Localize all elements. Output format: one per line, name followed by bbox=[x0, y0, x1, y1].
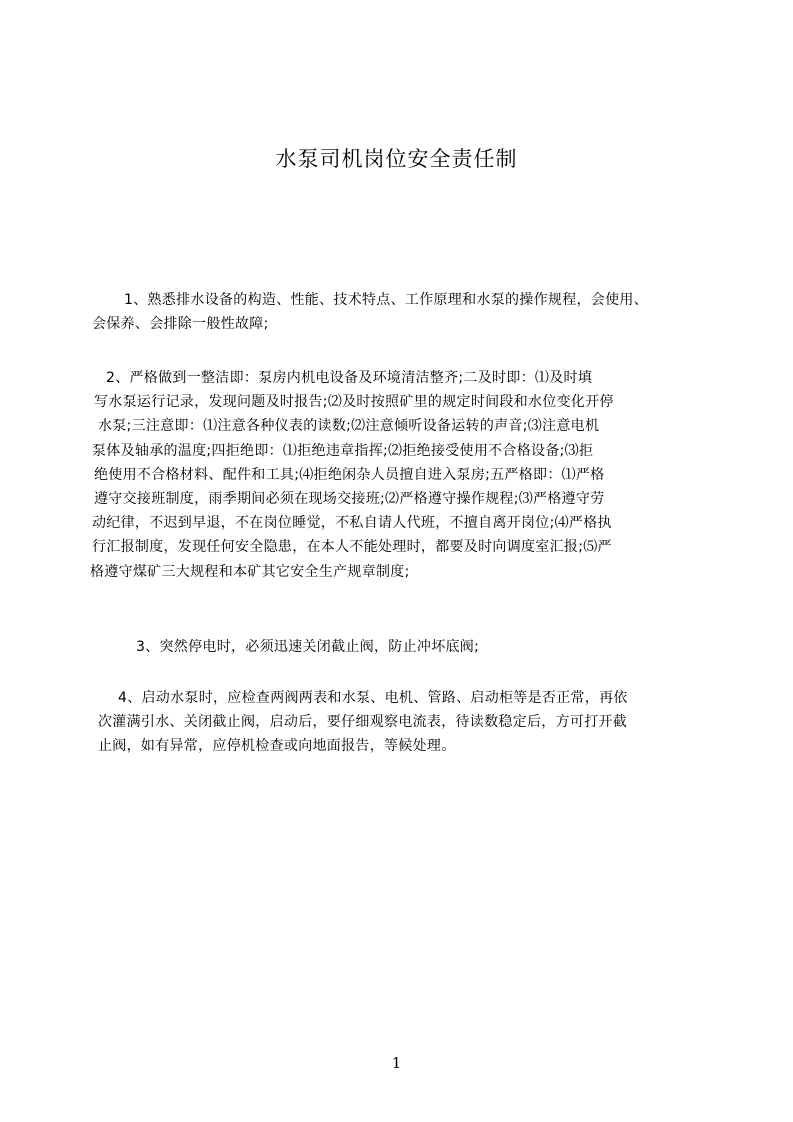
paragraph-line: 次灌满引水、关闭截止阀，启动后，要仔细观察电流表，待读数稳定后，方可打开截 bbox=[98, 714, 628, 731]
paragraph-3 bbox=[136, 635, 479, 659]
paragraph-line: 遵守交接班制度，雨季期间必须在现场交接班;⑵严格遵守操作规程;⑶严格遵守劳 bbox=[94, 490, 605, 507]
paragraph-line: 2、严格做到一整洁即：泵房内机电设备及环境清洁整齐;二及时即：⑴及时填 bbox=[106, 370, 593, 386]
paragraph-line: 4、启动水泵时，应检查两阀两表和水泵、电机、管路、启动柜等是否正常，再依 bbox=[118, 690, 628, 706]
paragraph-4 bbox=[98, 686, 628, 759]
paragraph-line: 会保养、会排除一般性故障; bbox=[92, 316, 269, 333]
paragraph-line: 写水泵运行记录，发现问题及时报告;⑵及时按照矿里的规定时间段和水位变化开停 bbox=[94, 394, 614, 411]
paragraph-line: 水泵;三注意即：⑴注意各种仪表的读数;⑵注意倾听设备运转的声音;⑶注意电机 bbox=[98, 418, 600, 435]
paragraph-line: 3、突然停电时，必须迅速关闭截止阀，防止冲坏底阀; bbox=[136, 639, 480, 655]
paragraph-line: 格遵守煤矿三大规程和本矿其它安全生产规章制度; bbox=[90, 563, 410, 580]
paragraph-line: 1、熟悉排水设备的构造、性能、技术特点、工作原理和水泵的操作规程，会使用、 bbox=[124, 292, 649, 308]
paragraph-line: 动纪律，不迟到早退，不在岗位睡觉，不私自请人代班，不擅自离开岗位;⑷严格执 bbox=[92, 515, 612, 532]
paragraph-2 bbox=[92, 366, 614, 584]
document-title: 水泵司机岗位安全责任制 bbox=[275, 147, 518, 171]
paragraph-1 bbox=[92, 288, 649, 336]
paragraph-line: 止阀，如有异常，应停机检查或向地面报告，等候处理。 bbox=[98, 738, 456, 755]
page-number: 1 bbox=[391, 1054, 402, 1072]
paragraph-line: 行汇报制度，发现任何安全隐患，在本人不能处理时，都要及时向调度室汇报;⑸严 bbox=[92, 539, 612, 556]
paragraph-line: 泵体及轴承的温度;四拒绝即：⑴拒绝违章指挥;⑵拒绝接受使用不合格设备;⑶拒 bbox=[92, 442, 594, 459]
paragraph-line: 绝使用不合格材料、配件和工具;⑷拒绝闲杂人员擅自进入泵房;五严格即：⑴严格 bbox=[94, 466, 605, 483]
